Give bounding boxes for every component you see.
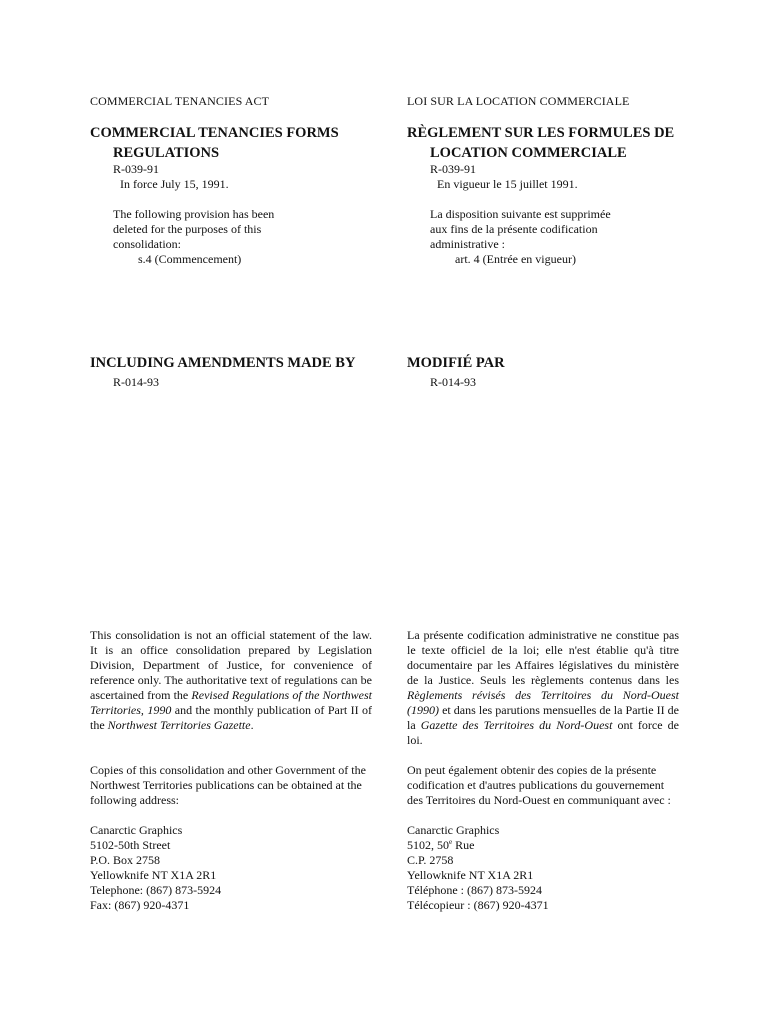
deleted-provision-note-fr: La disposition suivante est supprimée aux fins de la présente codification administrative : [430, 207, 611, 251]
disclaimer-paragraph-fr: La présente codification administrative ne constitue pas le texte officiel de la loi; elle n'est établie qu'à titre documentaire par les Affaires législatives du ministère de la Justice. Seuls les règlements contenus dans les Règlements révisés des Territoires du Nord-Ouest (1990) et dans les parutions mensuelles de la Partie II de la Gazette des Territoires du Nord-Ouest ont force de loi. [407, 628, 679, 747]
regulation-number: R-039-91 [113, 162, 159, 176]
amendment-number: R-014-93 [113, 375, 159, 389]
address-block: Canarctic Graphics 5102-50th Street P.O. Box 2758 Yellowknife NT X1A 2R1 Telephone: (867) 873-5924 Fax: (867) 920-4371 [90, 823, 222, 912]
deleted-provision-item-fr: art. 4 (Entrée en vigueur) [455, 252, 576, 266]
deleted-provision-note: The following provision has been deleted for the purposes of this consolidation: [113, 207, 275, 251]
address-block-fr: Canarctic Graphics 5102, 50e Rue C.P. 2758 Yellowknife NT X1A 2R1 Téléphone : (867) 873-5924 Télécopieur : (867) 920-4371 [407, 823, 549, 912]
act-header-fr: LOI SUR LA LOCATION COMMERCIALE [407, 94, 630, 108]
regulation-title-fr [407, 123, 679, 163]
in-force-date: In force July 15, 1991. [120, 177, 229, 191]
act-header: COMMERCIAL TENANCIES ACT [90, 94, 270, 108]
amendments-heading: INCLUDING AMENDMENTS MADE BY [90, 355, 356, 371]
title-line-2: REGULATIONS [113, 145, 220, 161]
title-line-1-fr: RÈGLEMENT SUR LES FORMULES DE [407, 125, 675, 141]
copies-paragraph: Copies of this consolidation and other Government of the Northwest Territories publications can be obtained at the following address: [90, 763, 366, 807]
regulation-number-fr: R-039-91 [430, 162, 476, 176]
title-line-1: COMMERCIAL TENANCIES FORMS [90, 125, 339, 141]
regulation-title [90, 123, 372, 163]
amendments-heading-fr: MODIFIÉ PAR [407, 355, 505, 371]
amendment-number-fr: R-014-93 [430, 375, 476, 389]
copies-paragraph-fr: On peut également obtenir des copies de la présente codification et d'autres publications du gouvernement des Territoires du Nord-Ouest en communiquant avec : [407, 763, 671, 807]
title-line-2-fr: LOCATION COMMERCIALE [430, 145, 627, 161]
in-force-date-fr: En vigueur le 15 juillet 1991. [437, 177, 578, 191]
deleted-provision-item: s.4 (Commencement) [138, 252, 242, 266]
disclaimer-paragraph: This consolidation is not an official statement of the law. It is an office consolidation prepared by Legislation Division, Department of Justice, for convenience of reference only. The authoritative text of regulations can be ascertained from the Revised Regulations of the Northwest Territories, 1990 and the monthly publication of Part II of the Northwest Territories Gazette. [90, 628, 373, 732]
